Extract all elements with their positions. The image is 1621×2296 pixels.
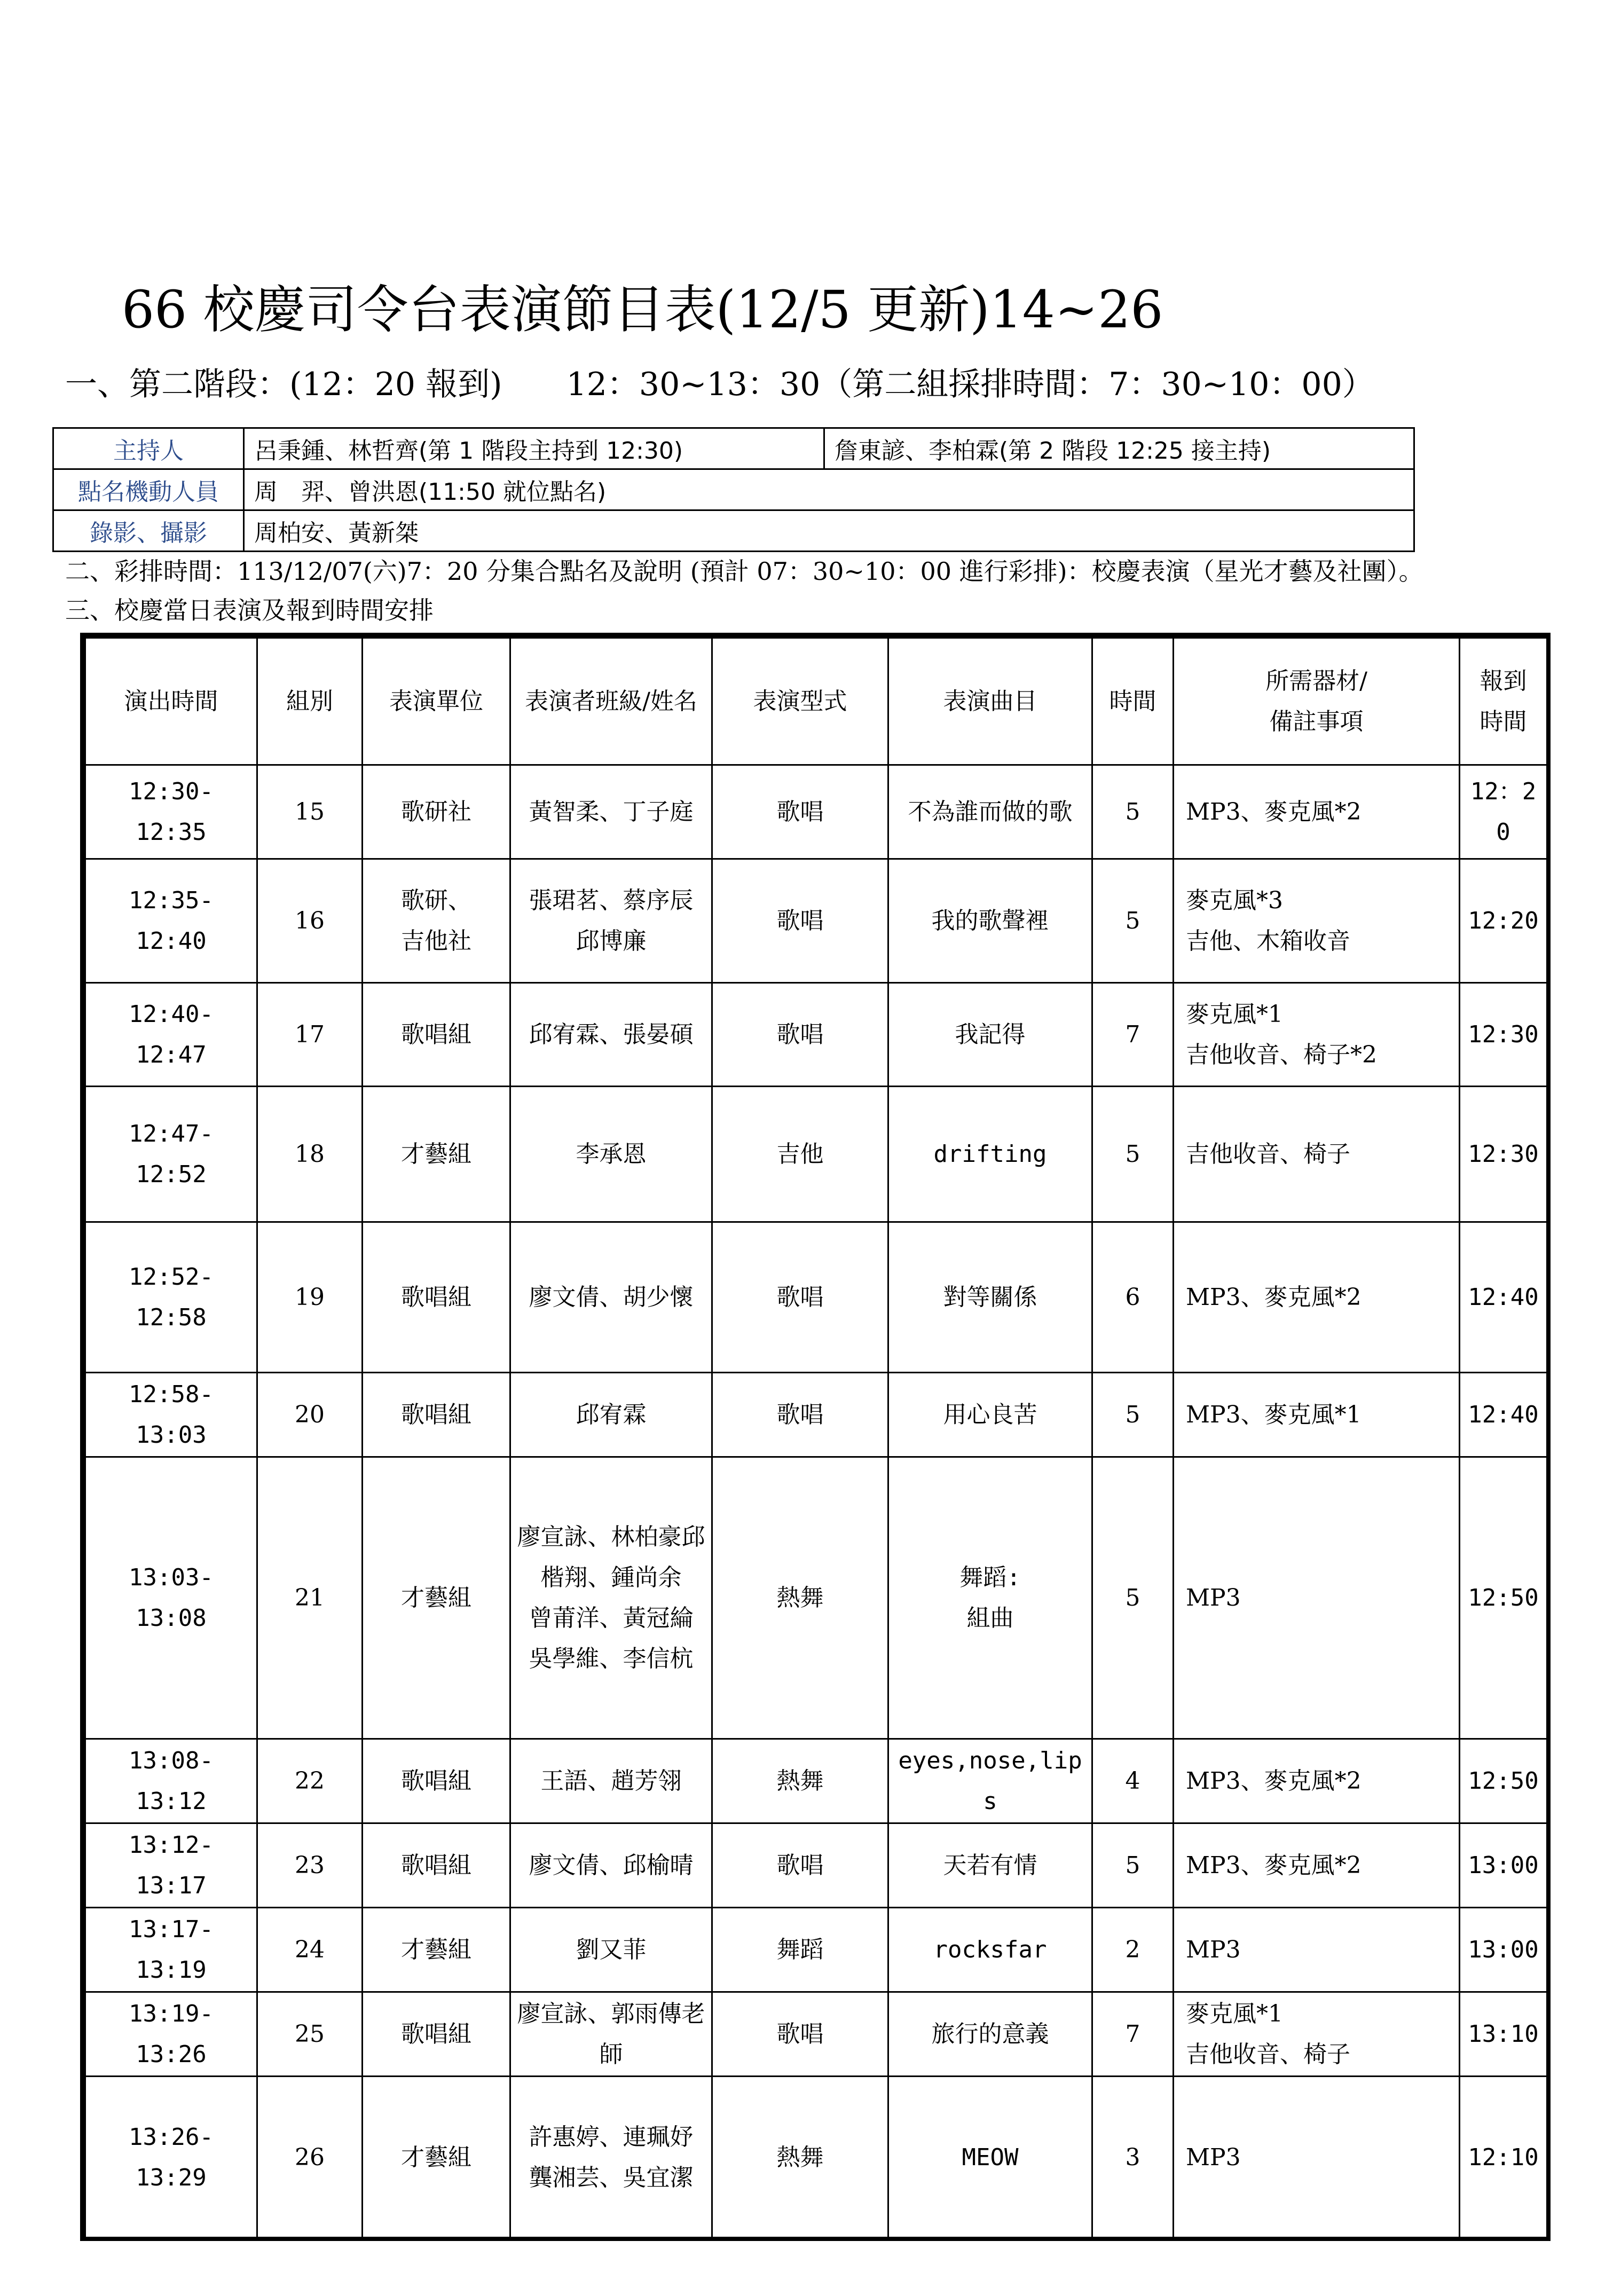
table-row: [85, 1373, 1547, 1457]
header-cell: 所需器材/ 備註事項: [1174, 638, 1460, 765]
cell-time: 12:47- 12:52: [85, 1087, 257, 1222]
roll-label: 點名機動人員: [53, 469, 244, 510]
cell-type: 歌唱: [712, 983, 888, 1087]
cell-unit: 歌唱組: [363, 1222, 510, 1373]
cell-song: 不為誰而做的歌: [888, 765, 1092, 859]
cell-type: 舞蹈: [712, 1908, 888, 1992]
cell-group: 19: [257, 1222, 363, 1373]
cell-group: 26: [257, 2077, 363, 2239]
cell-performers: 黃智柔、丁子庭: [510, 765, 712, 859]
cell-song: rocksfar: [888, 1908, 1092, 1992]
schedule-header-row: [85, 638, 1547, 765]
cell-group: 15: [257, 765, 363, 859]
video-value: 周柏安、黃新桀: [244, 510, 1414, 552]
cell-minutes: 5: [1092, 765, 1174, 859]
host-stage-1: 呂秉鍾、林哲齊(第 1 階段主持到 12:30): [244, 428, 824, 469]
table-row: [85, 1087, 1547, 1222]
cell-equipment: MP3、麥克風*2: [1174, 1222, 1460, 1373]
cell-minutes: 5: [1092, 1087, 1174, 1222]
cell-performers: 邱宥霖、張晏碩: [510, 983, 712, 1087]
cell-minutes: 7: [1092, 1992, 1174, 2077]
section-3-heading: 三、校慶當日表演及報到時間安排: [65, 596, 434, 625]
cell-performers: 張珺茗、蔡序辰 邱博廉: [510, 859, 712, 983]
cell-unit: 才藝組: [363, 1908, 510, 1992]
cell-checkin: 12:50: [1460, 1457, 1547, 1739]
cell-performers: 廖宣詠、郭雨傳老師: [510, 1992, 712, 2077]
cell-minutes: 5: [1092, 1823, 1174, 1908]
cell-type: 歌唱: [712, 859, 888, 983]
host-stage-2: 詹東諺、李柏霖(第 2 階段 12:25 接主持): [824, 428, 1414, 469]
header-cell: 組別: [257, 638, 363, 765]
cell-equipment: 麥克風*3 吉他、木箱收音: [1174, 859, 1460, 983]
cell-checkin: 13:00: [1460, 1823, 1547, 1908]
cell-minutes: 3: [1092, 2077, 1174, 2239]
staff-table: [52, 427, 1415, 552]
cell-unit: 歌研社: [363, 765, 510, 859]
cell-group: 22: [257, 1739, 363, 1823]
cell-group: 23: [257, 1823, 363, 1908]
cell-checkin: 12：20: [1460, 765, 1547, 859]
cell-performers: 廖宣詠、林柏豪邱楷翔、鍾尚余 曾莆洋、黃冠綸 吳學維、李信杭: [510, 1457, 712, 1739]
cell-song: 舞蹈: 組曲: [888, 1457, 1092, 1739]
table-row: [85, 2077, 1547, 2239]
cell-checkin: 13:00: [1460, 1908, 1547, 1992]
cell-checkin: 12:20: [1460, 859, 1547, 983]
cell-checkin: 12:50: [1460, 1739, 1547, 1823]
cell-equipment: MP3、麥克風*2: [1174, 1823, 1460, 1908]
cell-time: 12:52- 12:58: [85, 1222, 257, 1373]
cell-type: 吉他: [712, 1087, 888, 1222]
cell-group: 21: [257, 1457, 363, 1739]
cell-equipment: 麥克風*1 吉他收音、椅子: [1174, 1992, 1460, 2077]
cell-time: 13:12- 13:17: [85, 1823, 257, 1908]
schedule-frame: [80, 633, 1551, 2241]
cell-unit: 歌唱組: [363, 983, 510, 1087]
cell-time: 13:19- 13:26: [85, 1992, 257, 2077]
cell-time: 12:58- 13:03: [85, 1373, 257, 1457]
cell-time: 13:17- 13:19: [85, 1908, 257, 1992]
cell-song: eyes,nose,lips: [888, 1739, 1092, 1823]
cell-equipment: MP3、麥克風*2: [1174, 765, 1460, 859]
schedule-body: [85, 765, 1547, 2239]
header-cell: 表演曲目: [888, 638, 1092, 765]
cell-minutes: 5: [1092, 1457, 1174, 1739]
cell-checkin: 13:10: [1460, 1992, 1547, 2077]
cell-performers: 許惠婷、連珮妤 龔湘芸、吳宜潔: [510, 2077, 712, 2239]
table-row: [85, 1823, 1547, 1908]
cell-time: 12:30- 12:35: [85, 765, 257, 859]
cell-song: 旅行的意義: [888, 1992, 1092, 2077]
cell-time: 13:08- 13:12: [85, 1739, 257, 1823]
cell-equipment: MP3: [1174, 1457, 1460, 1739]
header-cell: 時間: [1092, 638, 1174, 765]
cell-unit: 歌研、 吉他社: [363, 859, 510, 983]
roll-value: 周 羿、曾洪恩(11:50 就位點名): [244, 469, 1414, 510]
cell-type: 歌唱: [712, 765, 888, 859]
cell-checkin: 12:10: [1460, 2077, 1547, 2239]
cell-checkin: 12:40: [1460, 1222, 1547, 1373]
cell-performers: 李承恩: [510, 1087, 712, 1222]
cell-minutes: 5: [1092, 859, 1174, 983]
cell-group: 17: [257, 983, 363, 1087]
cell-equipment: MP3、麥克風*1: [1174, 1373, 1460, 1457]
cell-minutes: 6: [1092, 1222, 1174, 1373]
header-cell: 表演者班級/姓名: [510, 638, 712, 765]
cell-performers: 劉又菲: [510, 1908, 712, 1992]
table-row: [85, 1457, 1547, 1739]
cell-group: 16: [257, 859, 363, 983]
cell-unit: 歌唱組: [363, 1373, 510, 1457]
header-cell: 表演型式: [712, 638, 888, 765]
cell-type: 熱舞: [712, 1457, 888, 1739]
cell-type: 熱舞: [712, 1739, 888, 1823]
page-title: 66 校慶司令台表演節目表(12/5 更新)14~26: [122, 280, 1163, 340]
table-row: [85, 1908, 1547, 1992]
cell-unit: 才藝組: [363, 1087, 510, 1222]
cell-performers: 廖文倩、邱榆晴: [510, 1823, 712, 1908]
cell-song: MEOW: [888, 2077, 1092, 2239]
cell-song: 天若有情: [888, 1823, 1092, 1908]
cell-performers: 廖文倩、胡少懷: [510, 1222, 712, 1373]
cell-minutes: 2: [1092, 1908, 1174, 1992]
header-cell: 表演單位: [363, 638, 510, 765]
cell-time: 12:40- 12:47: [85, 983, 257, 1087]
video-label: 錄影、攝影: [53, 510, 244, 552]
cell-checkin: 12:30: [1460, 983, 1547, 1087]
cell-song: 對等關係: [888, 1222, 1092, 1373]
cell-group: 25: [257, 1992, 363, 2077]
cell-type: 歌唱: [712, 1222, 888, 1373]
cell-type: 歌唱: [712, 1823, 888, 1908]
cell-unit: 歌唱組: [363, 1739, 510, 1823]
cell-performers: 王語、趙芳翎: [510, 1739, 712, 1823]
cell-minutes: 4: [1092, 1739, 1174, 1823]
staff-row-video: [53, 510, 1414, 552]
staff-row-host: [53, 428, 1414, 469]
cell-equipment: MP3、麥克風*2: [1174, 1739, 1460, 1823]
cell-minutes: 5: [1092, 1373, 1174, 1457]
table-row: [85, 1992, 1547, 2077]
cell-time: 12:35- 12:40: [85, 859, 257, 983]
cell-group: 18: [257, 1087, 363, 1222]
cell-group: 24: [257, 1908, 363, 1992]
table-row: [85, 1739, 1547, 1823]
cell-song: 我的歌聲裡: [888, 859, 1092, 983]
cell-type: 歌唱: [712, 1992, 888, 2077]
table-row: [85, 1222, 1547, 1373]
cell-type: 熱舞: [712, 2077, 888, 2239]
staff-row-roll: [53, 469, 1414, 510]
cell-equipment: 麥克風*1 吉他收音、椅子*2: [1174, 983, 1460, 1087]
cell-performers: 邱宥霖: [510, 1373, 712, 1457]
cell-time: 13:26- 13:29: [85, 2077, 257, 2239]
cell-time: 13:03- 13:08: [85, 1457, 257, 1739]
header-cell: 報到 時間: [1460, 638, 1547, 765]
cell-unit: 才藝組: [363, 2077, 510, 2239]
table-row: [85, 859, 1547, 983]
host-label: 主持人: [53, 428, 244, 469]
cell-minutes: 7: [1092, 983, 1174, 1087]
header-cell: 演出時間: [85, 638, 257, 765]
cell-checkin: 12:30: [1460, 1087, 1547, 1222]
cell-song: drifting: [888, 1087, 1092, 1222]
cell-type: 歌唱: [712, 1373, 888, 1457]
section-2-text: 二、彩排時間：113/12/07(六)7：20 分集合點名及說明 (預計 07：30~10：00 進行彩排)：校慶表演（星光才藝及社團）。: [65, 557, 1423, 586]
cell-group: 20: [257, 1373, 363, 1457]
cell-song: 我記得: [888, 983, 1092, 1087]
table-row: [85, 983, 1547, 1087]
section-1-heading: 一、第二階段：(12：20 報到) 12：30~13：30（第二組採排時間：7：30~10：00）: [65, 366, 1374, 403]
table-row: [85, 765, 1547, 859]
cell-equipment: MP3: [1174, 1908, 1460, 1992]
schedule-table: [84, 637, 1548, 2239]
cell-equipment: MP3: [1174, 2077, 1460, 2239]
cell-song: 用心良苦: [888, 1373, 1092, 1457]
cell-unit: 歌唱組: [363, 1823, 510, 1908]
cell-equipment: 吉他收音、椅子: [1174, 1087, 1460, 1222]
cell-checkin: 12:40: [1460, 1373, 1547, 1457]
cell-unit: 歌唱組: [363, 1992, 510, 2077]
cell-unit: 才藝組: [363, 1457, 510, 1739]
